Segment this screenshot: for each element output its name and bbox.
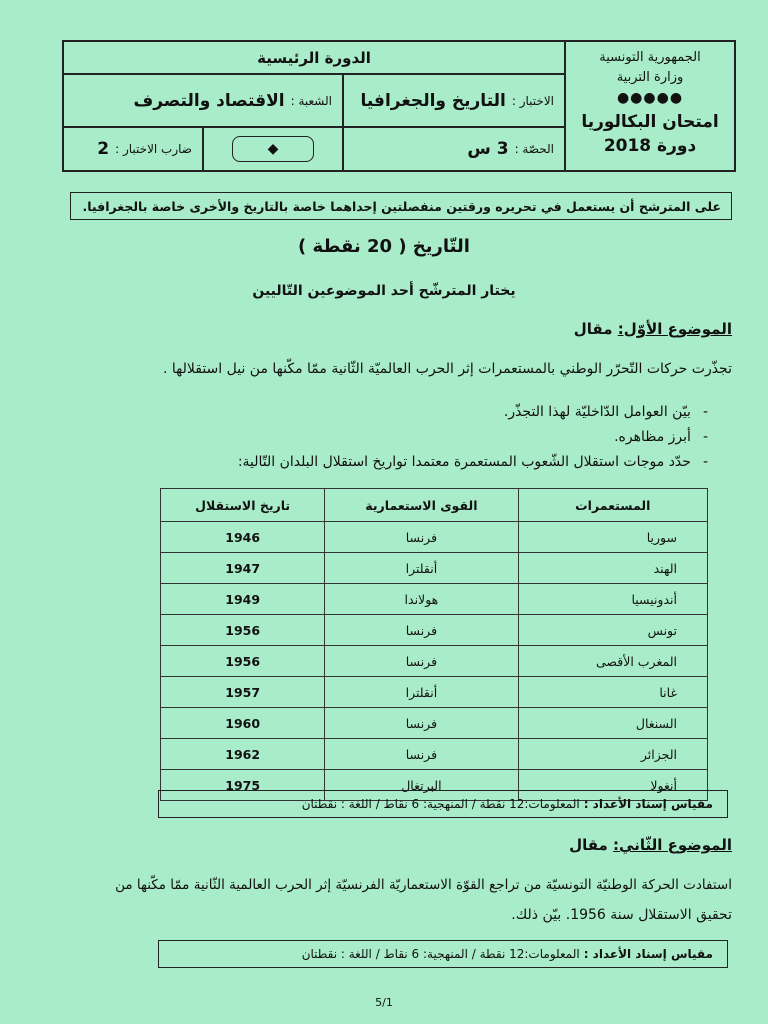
power-cell: أنقلترا <box>325 677 518 708</box>
power-cell: هولاندا <box>325 584 518 615</box>
colony-cell: غانا <box>518 677 708 708</box>
branch-value: الاقتصاد والتصرف <box>133 90 285 111</box>
page-number: 5/1 <box>375 996 393 1009</box>
colony-cell: تونس <box>518 615 708 646</box>
session-year: دورة 2018 <box>603 136 697 156</box>
table-row <box>161 708 708 739</box>
bullet-item: - بيّن العوامل الدّاخليّة لهذا التجذّر. <box>238 400 708 425</box>
ministry-label: وزارة التربية <box>616 70 684 85</box>
date-cell: 1946 <box>161 522 325 553</box>
date-cell: 1956 <box>161 646 325 677</box>
exam-label: امتحان البكالوريا <box>581 112 719 132</box>
table-header-row <box>161 489 708 522</box>
institution-block <box>564 42 734 170</box>
scale-label: مقياس إسناد الأعداد : <box>583 797 713 811</box>
bullet-item: - حدّد موجات استقلال الشّعوب المستعمرة معتمدا تواريخ استقلال البلدان التّالية: <box>238 450 708 475</box>
branch-cell <box>64 75 342 126</box>
table-row <box>161 522 708 553</box>
power-cell: أنقلترا <box>325 553 518 584</box>
colony-cell: أندونيسيا <box>518 584 708 615</box>
branch-label: الشعبة : <box>290 93 332 108</box>
table-row <box>161 677 708 708</box>
subject-label: الاختبار : <box>511 93 554 108</box>
topic2-line2: تحقيق الاستقلال سنة 1956. بيّن ذلك. <box>511 907 732 923</box>
date-cell: 1960 <box>161 708 325 739</box>
scale-text: المعلومات:12 نقطة / المنهجية: 6 نقاط / اللغة : نقطتان <box>301 797 580 811</box>
duration-cell <box>342 128 564 170</box>
exam-info <box>64 42 564 170</box>
topic2-label: الموضوع الثّاني: <box>613 836 732 854</box>
subject-cell <box>342 75 564 126</box>
subject-value: التاريخ والجغرافيا <box>360 90 506 111</box>
topic1-heading <box>574 320 732 338</box>
topic2-line1: استفادت الحركة الوطنيّة التونسيّة من تراجع القوّة الاستعماريّة الفرنسيّة إثر الحرب العالمية الثّانية ممّا مكّنها من <box>115 877 732 893</box>
diamond-icon: ◆ <box>232 136 314 162</box>
power-cell: فرنسا <box>325 646 518 677</box>
colony-cell: الجزائر <box>518 739 708 770</box>
scale-text: المعلومات:12 نقطة / المنهجية: 6 نقاط / اللغة : نقطتان <box>301 947 580 961</box>
topic1-bullets <box>238 400 708 475</box>
duration-row <box>64 128 564 170</box>
date-cell: 1949 <box>161 584 325 615</box>
coef-value: 2 <box>97 139 110 159</box>
history-title: التّاريخ ( 20 نقطة ) <box>298 236 470 257</box>
date-cell: 1957 <box>161 677 325 708</box>
scale-label: مقياس إسناد الأعداد : <box>583 947 713 961</box>
republic-label: الجمهورية التونسية <box>599 50 701 65</box>
exam-header <box>62 40 736 172</box>
table-row <box>161 646 708 677</box>
colony-cell: أنغولا <box>518 770 708 801</box>
table-row <box>161 584 708 615</box>
topic2-heading <box>569 836 732 854</box>
topic2-grading-scale <box>158 940 728 968</box>
coef-cell <box>64 128 202 170</box>
col-header-colonies: المستعمرات <box>518 489 708 522</box>
topic1-type: مقال <box>573 320 613 338</box>
bullet-item: - أبرز مظاهره. <box>238 425 708 450</box>
colony-cell: الهند <box>518 553 708 584</box>
topic2-text <box>32 870 732 930</box>
power-cell: فرنسا <box>325 615 518 646</box>
colony-cell: سوريا <box>518 522 708 553</box>
diamond-cell <box>202 128 342 170</box>
power-cell: فرنسا <box>325 708 518 739</box>
colony-cell: المغرب الأقصى <box>518 646 708 677</box>
table-row <box>161 615 708 646</box>
subject-row <box>64 75 564 128</box>
power-cell: فرنسا <box>325 739 518 770</box>
date-cell: 1962 <box>161 739 325 770</box>
date-cell: 1947 <box>161 553 325 584</box>
dots-decoration: ●●●●● <box>616 90 684 106</box>
power-cell: البرتغال <box>325 770 518 801</box>
coef-label: ضارب الاختبار : <box>115 142 192 156</box>
instruction: يختار المترشّح أحد الموضوعين التّاليين <box>252 283 516 299</box>
col-header-powers: القوى الاستعمارية <box>325 489 518 522</box>
duration-value: 3 س <box>467 139 509 159</box>
colony-cell: السنغال <box>518 708 708 739</box>
main-session: الدورة الرئيسية <box>64 42 564 75</box>
topic1-intro: تجذّرت حركات التّحرّر الوطني بالمستعمرات إثر الحرب العالميّة الثّانية ممّا مكّنها من نيل استقلالها . <box>163 361 732 377</box>
duration-label: الحصّة : <box>514 142 554 156</box>
col-header-date: تاريخ الاستقلال <box>161 489 325 522</box>
date-cell: 1975 <box>161 770 325 801</box>
candidate-notice: على المترشح أن يستعمل في تحريره ورقتين منفصلتين إحداهما خاصة بالتاريخ والأخرى خاصة بالجغرافيا. <box>70 192 732 220</box>
power-cell: فرنسا <box>325 522 518 553</box>
table-row <box>161 553 708 584</box>
table-row <box>161 739 708 770</box>
date-cell: 1956 <box>161 615 325 646</box>
independence-table <box>160 488 708 801</box>
topic2-type: مقال <box>569 836 608 854</box>
topic1-grading-scale <box>158 790 728 818</box>
topic1-label: الموضوع الأوّل: <box>617 320 732 338</box>
